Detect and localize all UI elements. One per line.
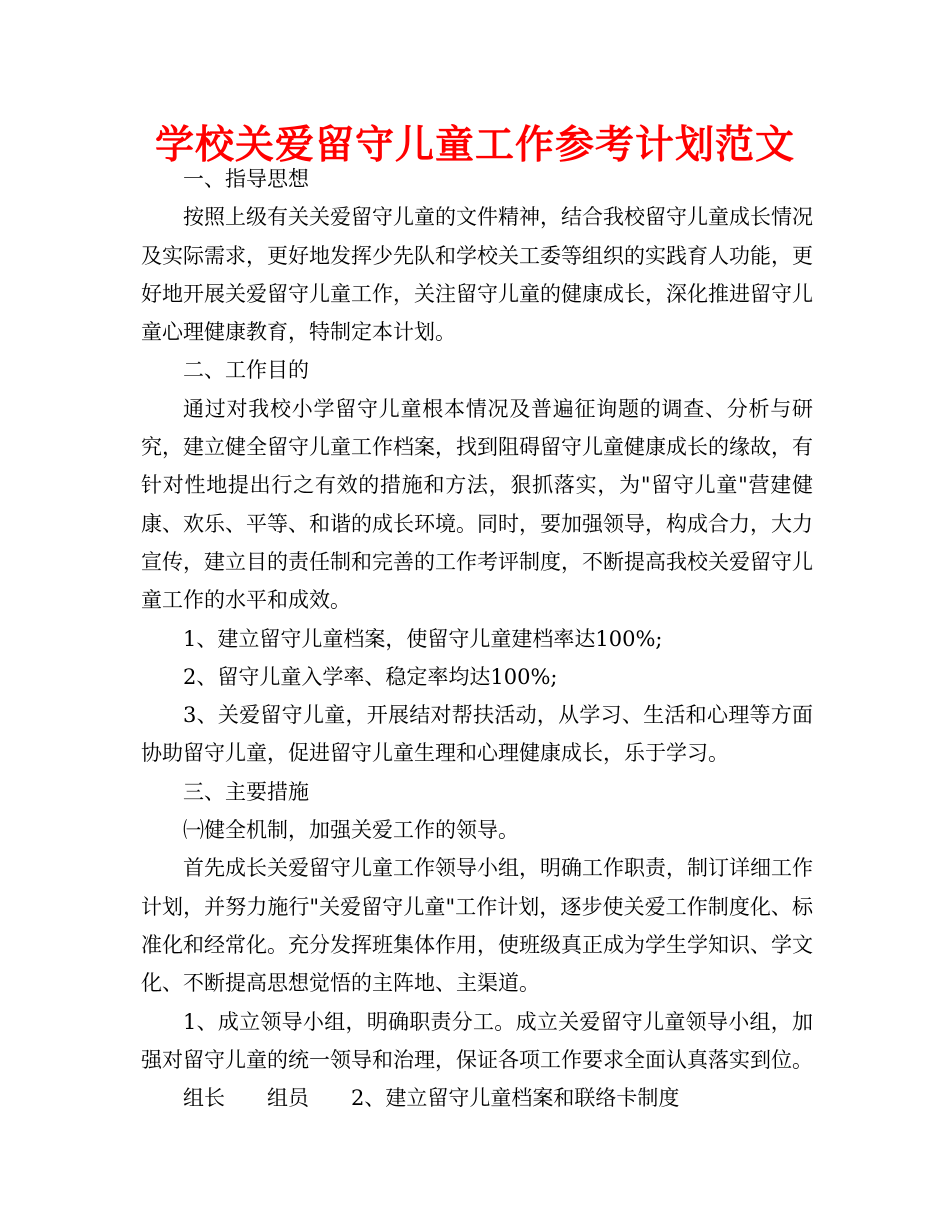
paragraph-guiding-ideology: 按照上级有关关爱留守儿童的文件精神，结合我校留守儿童成长情况及实际需求，更好地发挥少先队和学校关工委等组织的实践育人功能，更好地开展关爱留守儿童工作，关注留守儿童的健康成长，深化推进留守儿童心理健康教育，特制定本计划。: [141, 205, 813, 345]
subheading-mechanism: ㈠健全机制，加强关爱工作的领导。: [183, 818, 519, 843]
document-title: 学校关爱留守儿童工作参考计划范文: [154, 123, 795, 168]
section-heading-guiding-ideology: 一、指导思想: [183, 167, 309, 191]
paragraph-leadership-group: 1、成立领导小组，明确职责分工。成立关爱留守儿童领导小组，加强对留守儿童的统一领导和治理，保证各项工作要求全面认真落实到位。: [141, 1009, 813, 1072]
goal-item-1: 1、建立留守儿童档案，使留守儿童建档率达100%;: [183, 626, 663, 651]
paragraph-roles-and-archive: 组长 组员 2、建立留守儿童档案和联络卡制度: [183, 1086, 680, 1111]
section-heading-work-purpose: 二、工作目的: [183, 358, 309, 383]
paragraph-work-purpose: 通过对我校小学留守儿童根本情况及普遍征询题的调查、分析与研究，建立健全留守儿童工作档案，找到阻碍留守儿童健康成长的缘故，有针对性地提出行之有效的措施和方法，狠抓落实，为"留守儿童"营建健康、欢乐、平等、和谐的成长环境。同时，要加强领导，构成合力，大力宣传，建立目的责任制和完善的工作考评制度，不断提高我校关爱留守儿童工作的水平和成效。: [141, 396, 813, 613]
section-heading-main-measures: 三、主要措施: [183, 779, 309, 804]
paragraph-mechanism: 首先成长关爱留守儿童工作领导小组，明确工作职责，制订详细工作计划，并努力施行"关爱留守儿童"工作计划，逐步使关爱工作制度化、标准化和经常化。充分发挥班集体作用，使班级真正成为学生学知识、学文化、不断提高思想觉悟的主阵地、主渠道。: [141, 856, 813, 996]
goal-item-3: 3、关爱留守儿童，开展结对帮扶活动，从学习、生活和心理等方面协助留守儿童，促进留守儿童生理和心理健康成长，乐于学习。: [141, 703, 813, 766]
goal-item-2: 2、留守儿童入学率、稳定率均达100%;: [183, 664, 558, 689]
document-body: [141, 160, 813, 1117]
